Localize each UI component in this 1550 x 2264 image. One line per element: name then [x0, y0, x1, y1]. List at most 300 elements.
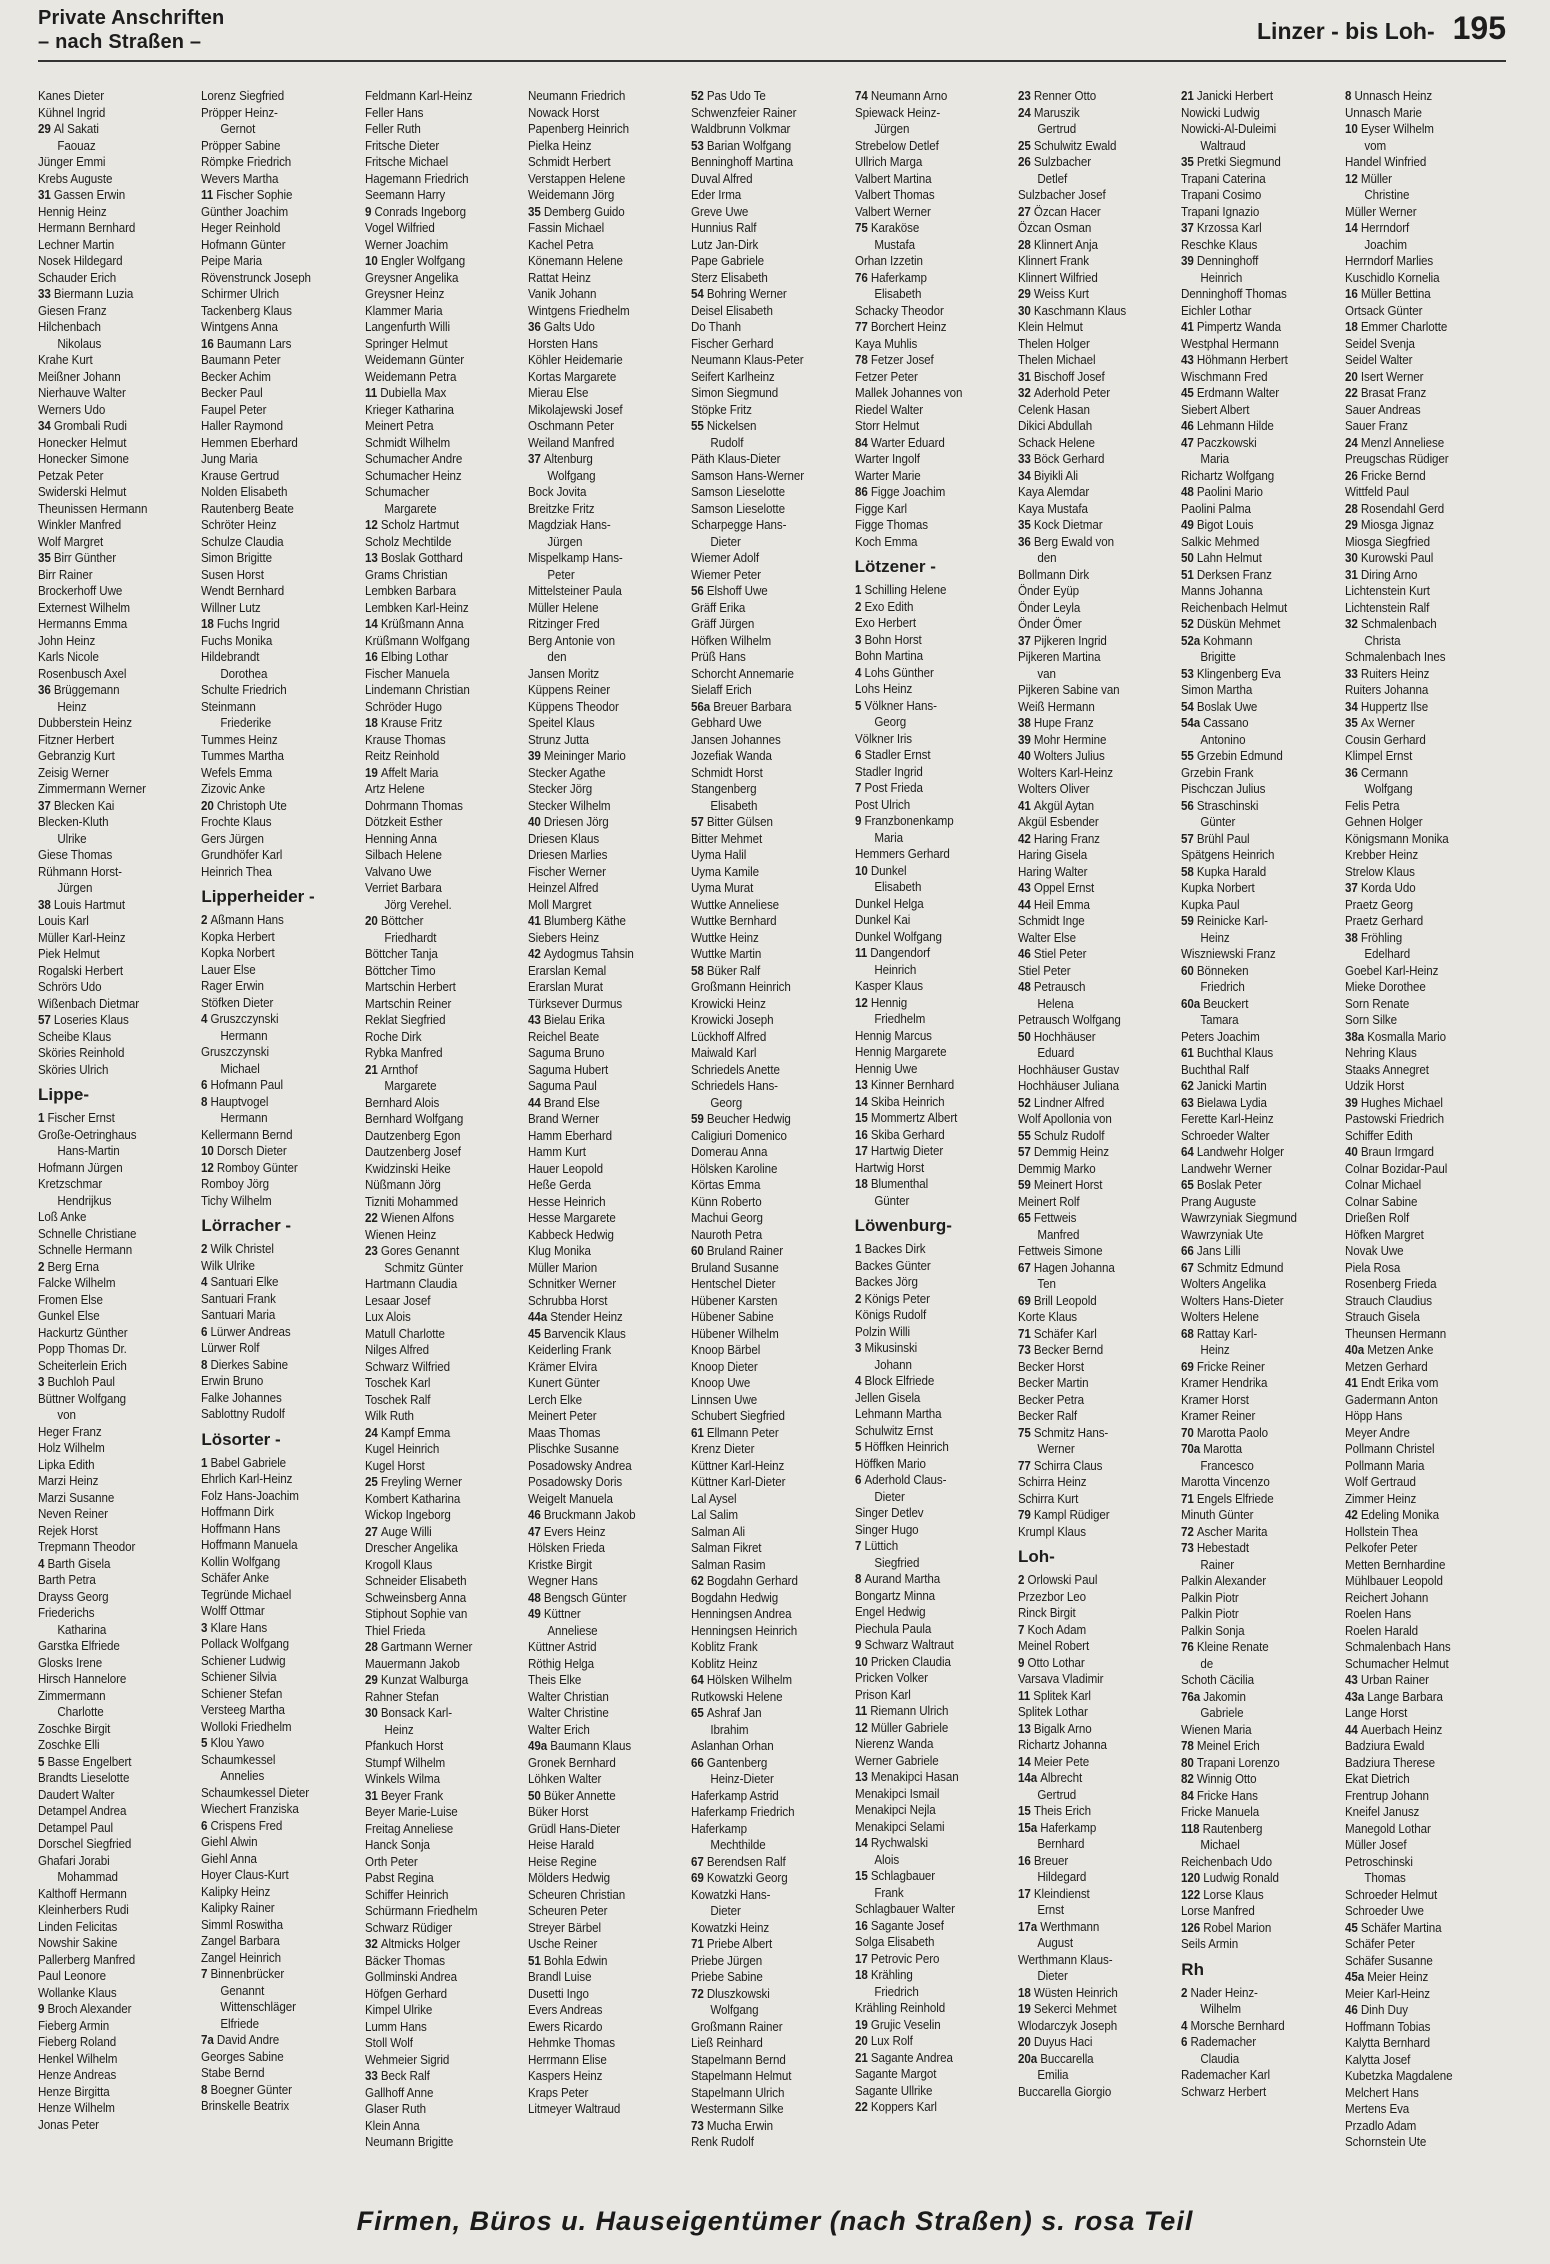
resident-name: Ax Werner	[1360, 715, 1415, 730]
resident-entry	[1345, 765, 1487, 782]
resident-entry: Nüßmann Jörg	[364, 1177, 441, 1192]
resident-entry	[1345, 1095, 1487, 1112]
page-number: 195	[1452, 10, 1506, 46]
resident-name: Birr Günther	[53, 550, 117, 565]
resident-entry: Ruiters Johanna	[1344, 682, 1428, 697]
resident-name: Derksen Franz	[1197, 566, 1273, 582]
resident-entry	[1181, 996, 1323, 1013]
resident-entry: Kraps Peter	[527, 2084, 589, 2100]
house-number: 46	[1181, 418, 1198, 433]
resident-name: Kosmalla Mario	[1366, 1028, 1446, 1044]
directory-column	[528, 88, 691, 2188]
resident-name: Bohring Werner	[707, 286, 788, 301]
resident-entry	[855, 1720, 997, 1737]
resident-entry	[1018, 237, 1160, 254]
resident-entry: Trapani Ignazio	[1181, 203, 1260, 219]
house-number: 20a	[1017, 2050, 1041, 2066]
resident-entry: Folz Hans-Joachim	[201, 1487, 300, 1503]
resident-name: Werthmann	[1040, 1918, 1100, 1934]
resident-entry: Garstka Elfriede	[38, 1638, 120, 1653]
resident-entry	[855, 1143, 997, 1160]
resident-entry	[528, 1326, 670, 1343]
resident-name: Rautenberg	[1202, 1820, 1263, 1836]
resident-name: Kunzat Walburga	[380, 1672, 468, 1687]
house-number: 29	[1344, 517, 1361, 532]
resident-entry: Mühlbauer Leopold	[1344, 1573, 1443, 1588]
resident-entry: Schoth Cäcilia	[1181, 1672, 1255, 1687]
resident-name: Korda Udo	[1360, 880, 1416, 895]
resident-entry: Schrubba Horst	[527, 1292, 608, 1308]
resident-entry	[1018, 1425, 1160, 1442]
resident-entry: Kachel Petra	[527, 236, 594, 252]
resident-entry: Schroeder Walter	[1181, 1127, 1270, 1143]
street-heading: Rh	[1181, 1959, 1204, 1979]
house-number: 10	[854, 1653, 871, 1669]
resident-entry-continuation: Anneliese	[547, 1622, 598, 1638]
resident-entry	[1345, 1342, 1487, 1359]
resident-entry: Gunkel Else	[38, 1308, 100, 1323]
resident-name: Marotta Paolo	[1197, 1424, 1269, 1440]
resident-entry-continuation: Bernhard	[1037, 1836, 1085, 1851]
resident-entry	[1018, 385, 1160, 402]
house-number: 42	[527, 946, 544, 961]
resident-entry	[855, 1967, 997, 1984]
resident-entry	[1345, 880, 1487, 897]
directory-column	[365, 88, 528, 2188]
resident-entry: Henze Andreas	[38, 2067, 117, 2082]
resident-name: Demberg Guido	[543, 203, 625, 219]
resident-entry: Krowicki Joseph	[691, 1012, 774, 1027]
resident-entry	[1018, 1622, 1160, 1639]
house-number: 34	[1017, 467, 1034, 483]
resident-entry: Salman Fikret	[691, 1540, 762, 1555]
resident-entry: Petrausch Wolfgang	[1017, 1012, 1121, 1027]
house-number: 34	[38, 418, 54, 433]
resident-entry: Stapelmann Ulrich	[691, 2084, 785, 2100]
resident-entry: Koch Emma	[854, 533, 918, 549]
resident-entry: Romboy Jörg	[201, 1176, 270, 1191]
resident-entry: Hübener Wilhelm	[691, 1325, 780, 1341]
house-number: 52	[691, 88, 708, 103]
resident-entry-continuation: Rainer	[1200, 1556, 1235, 1572]
resident-entry-continuation: Heinz-Dieter	[710, 1771, 775, 1786]
house-number: 51	[527, 1952, 544, 1968]
resident-entry: Henze Birgitta	[38, 2083, 110, 2099]
resident-entry: Pröpper Sabine	[201, 137, 281, 153]
resident-entry: Paolini Palma	[1181, 500, 1252, 516]
resident-entry	[365, 616, 507, 633]
resident-entry: Figge Karl	[854, 500, 907, 516]
resident-entry-continuation: Jörg Verehel.	[384, 896, 452, 912]
resident-name: Auge Willi	[380, 1523, 432, 1539]
resident-entry: Waldbrunn Volkmar	[691, 121, 791, 136]
resident-entry: Bogdahn Hedwig	[691, 1589, 779, 1605]
house-number: 79	[1017, 1507, 1034, 1522]
resident-entry: Schriedels Anette	[691, 1061, 781, 1077]
house-number: 36	[527, 319, 544, 334]
resident-entry	[1181, 699, 1323, 716]
resident-entry: Özcan Osman	[1017, 220, 1092, 235]
resident-entry	[365, 1062, 507, 1079]
house-number: 11	[854, 1703, 870, 1718]
resident-entry	[855, 2050, 997, 2067]
resident-entry	[855, 995, 997, 1012]
resident-entry	[855, 484, 997, 501]
resident-entry	[1345, 1969, 1487, 1986]
resident-entry: Schröter Heinz	[201, 517, 277, 532]
resident-name: Dubiella Max	[379, 385, 446, 400]
house-number: 13	[364, 550, 381, 565]
resident-name: Boslak Uwe	[1197, 698, 1258, 714]
resident-name: Oppel Ernst	[1033, 880, 1095, 895]
resident-entry: Wuttke Martin	[691, 946, 762, 961]
resident-entry: Metzen Gerhard	[1344, 1358, 1428, 1374]
resident-entry: Schwarz Rüdiger	[364, 1919, 452, 1935]
resident-entry: Priebe Sabine	[691, 1969, 764, 1984]
resident-entry: Zangel Barbara	[201, 1933, 281, 1948]
resident-entry	[855, 1637, 997, 1654]
resident-entry: Weiß Hermann	[1017, 698, 1095, 714]
house-number: 50	[1017, 1028, 1034, 1044]
resident-entry: Scheuren Peter	[527, 1903, 608, 1918]
resident-entry: Rutkowski Helene	[691, 1688, 783, 1704]
resident-entry: Theis Elke	[527, 1672, 582, 1687]
resident-entry: Meinel Robert	[1017, 1638, 1090, 1653]
house-number: 7	[854, 780, 865, 795]
resident-entry: Saguma Paul	[527, 1078, 597, 1093]
resident-entry: Pollack Wolfgang	[201, 1636, 290, 1651]
resident-entry: Kortas Margarete	[527, 368, 617, 384]
resident-name: Petrausch	[1033, 979, 1086, 994]
resident-entry: Wolters Helene	[1181, 1309, 1260, 1324]
resident-entry: Machui Georg	[691, 1210, 764, 1225]
resident-entry: Schlagbauer Walter	[854, 1901, 955, 1916]
house-number: 36	[1017, 533, 1034, 549]
house-number: 20	[364, 913, 381, 928]
resident-name: Brüggemann	[53, 682, 120, 697]
house-number: 43	[1017, 880, 1034, 895]
resident-entry: Önder Ömer	[1017, 616, 1082, 631]
resident-entry: Fischer Manuela	[364, 665, 450, 681]
resident-entry	[1018, 1128, 1160, 1145]
resident-name: Elbing Lothar	[380, 649, 448, 664]
resident-entry: Saguma Hubert	[527, 1061, 609, 1077]
resident-entry: Jansen Johannes	[691, 731, 781, 747]
resident-entry	[365, 1210, 507, 1227]
resident-name: Böttcher	[380, 913, 424, 928]
directory-column	[1345, 88, 1508, 2188]
resident-entry	[201, 1160, 343, 1177]
resident-entry: Lange Horst	[1344, 1705, 1407, 1720]
house-number: 31	[364, 1787, 381, 1803]
resident-entry	[855, 319, 997, 336]
resident-entry	[38, 187, 180, 204]
resident-entry	[1181, 2018, 1323, 2035]
house-number: 16	[854, 1917, 871, 1933]
resident-entry	[855, 2099, 997, 2116]
resident-name: Kinner Bernhard	[870, 1077, 954, 1092]
house-number: 5	[854, 1439, 865, 1454]
house-number: 2	[1017, 1572, 1028, 1587]
house-number: 78	[854, 352, 871, 367]
resident-entry: Hochhäuser Juliana	[1017, 1078, 1119, 1093]
resident-entry: Jansen Moritz	[527, 665, 600, 681]
resident-entry	[1345, 1029, 1487, 1046]
resident-name: Meininger Mario	[543, 748, 626, 763]
resident-name: Klou Yawo	[210, 1735, 265, 1750]
resident-name: Robel Marion	[1203, 1919, 1272, 1935]
resident-entry: Winkler Manfred	[38, 517, 122, 532]
resident-name: Fischer Ernst	[47, 1110, 115, 1125]
resident-entry-continuation: Friedhardt	[384, 929, 437, 945]
resident-entry-continuation: Georg	[710, 1094, 743, 1110]
house-number: 14a	[1017, 1770, 1041, 1785]
resident-entry	[1345, 1672, 1487, 1689]
resident-entry	[855, 1241, 997, 1258]
resident-name: Skiba Heinrich	[870, 1093, 945, 1109]
resident-entry	[201, 1241, 343, 1258]
resident-name: Cassano	[1203, 715, 1249, 730]
resident-entry: Pijkeren Martina	[1017, 649, 1101, 664]
resident-entry	[1018, 1095, 1160, 1112]
resident-entry: Henningsen Heinrich	[691, 1622, 798, 1638]
resident-entry	[38, 897, 180, 914]
resident-entry	[38, 1012, 180, 1029]
resident-name: Straschinski	[1197, 797, 1259, 813]
resident-entry: Zangel Heinrich	[201, 1949, 282, 1965]
resident-entry	[365, 1936, 507, 1953]
resident-entry: Colnar Michael	[1344, 1177, 1421, 1192]
resident-entry: Krahe Kurt	[38, 352, 93, 367]
resident-entry: Grzebin Frank	[1181, 764, 1254, 780]
resident-entry: Bernhard Wolfgang	[364, 1111, 463, 1126]
resident-entry: Brinskelle Beatrix	[201, 2098, 290, 2113]
resident-entry	[528, 946, 670, 963]
resident-entry: Meier Karl-Heinz	[1344, 1985, 1430, 2001]
directory-column	[691, 88, 854, 2188]
resident-entry	[855, 665, 997, 682]
resident-entry: Prison Karl	[854, 1686, 911, 1702]
resident-name: Erdmann Walter	[1197, 385, 1280, 400]
house-number: 60	[691, 1243, 708, 1258]
resident-entry: Lutz Jan-Dirk	[691, 236, 759, 252]
resident-name: Haferkamp	[1040, 1819, 1097, 1835]
resident-entry: Henze Wilhelm	[38, 2100, 115, 2115]
resident-name: Janicki Martin	[1197, 1078, 1267, 1093]
resident-entry	[365, 1788, 507, 1805]
resident-entry-continuation: Friedhelm	[874, 1011, 925, 1026]
resident-entry: Haferkamp Astrid	[691, 1787, 779, 1803]
resident-entry	[38, 2001, 180, 2018]
resident-entry: Dohrmann Thomas	[364, 797, 463, 813]
resident-entry: Palkin Sonja	[1181, 1622, 1245, 1638]
resident-name: Buccarella	[1040, 2050, 1094, 2066]
resident-entry: Schmalenbach Ines	[1344, 649, 1446, 664]
street-heading: Loh-	[1017, 1547, 1055, 1566]
resident-entry-continuation: Wittenschläger	[220, 1999, 297, 2014]
resident-entry	[1018, 715, 1160, 732]
resident-entry: Röthig Helga	[527, 1655, 595, 1671]
house-number: 33	[38, 286, 54, 301]
resident-entry: Zimmermann Werner	[38, 781, 146, 796]
resident-entry	[1345, 616, 1487, 633]
house-number: 39	[527, 748, 544, 763]
house-number: 30	[364, 1705, 381, 1720]
house-number: 45	[1181, 385, 1198, 400]
resident-entry	[1181, 1540, 1323, 1557]
resident-entry: Werner Gabriele	[854, 1752, 939, 1768]
resident-entry: Kaya Muhlis	[854, 335, 917, 351]
resident-entry: Hackurtz Günther	[38, 1324, 128, 1340]
page-header-right	[1257, 10, 1506, 47]
resident-entry: Hemmen Eberhard	[201, 434, 299, 450]
resident-entry-continuation: Wolfgang	[1363, 781, 1413, 796]
resident-name: Reinicke Karl-	[1197, 913, 1269, 928]
house-number: 76a	[1181, 1688, 1204, 1704]
house-number: 34	[1344, 698, 1361, 714]
house-number: 55	[1181, 748, 1198, 763]
resident-entry: Stapelmann Bernd	[691, 2051, 787, 2067]
resident-entry: Küttner Karl-Heinz	[691, 1457, 785, 1473]
resident-entry: Werner Joachim	[364, 236, 448, 252]
house-number: 24	[1344, 434, 1361, 450]
resident-name: Evers Heinz	[543, 1523, 606, 1539]
resident-name: Brühl Paul	[1197, 830, 1250, 846]
house-number: 26	[1017, 154, 1034, 169]
resident-entry-continuation: August	[1037, 1935, 1073, 1950]
resident-entry: Landwehr Werner	[1181, 1160, 1273, 1176]
resident-entry: Kretzschmar	[38, 1176, 103, 1191]
resident-entry: Gräff Erika	[691, 599, 746, 615]
resident-name: Bielawa Lydia	[1197, 1094, 1268, 1110]
resident-entry	[1345, 699, 1487, 716]
resident-name: Pimpertz Wanda	[1197, 319, 1282, 334]
house-number: 50	[527, 1787, 544, 1803]
resident-entry: Speitel Klaus	[527, 715, 595, 730]
resident-entry: Schumacher	[364, 484, 429, 499]
resident-entry: Kowatzki Heinz	[691, 1919, 770, 1935]
resident-entry: Przezbor Leo	[1017, 1588, 1086, 1604]
resident-entry	[855, 1918, 997, 1935]
street-heading: Löwenburg-	[854, 1216, 952, 1235]
house-number: 24	[364, 1424, 381, 1440]
resident-entry: Meinert Peter	[527, 1408, 597, 1423]
house-number: 21	[854, 2049, 871, 2065]
resident-entry-continuation: Wilhelm	[1200, 2001, 1242, 2016]
house-number: 8	[1344, 88, 1355, 103]
directory-column	[1018, 88, 1181, 2188]
resident-entry-continuation: Heinz	[384, 1721, 414, 1737]
house-number: 12	[201, 1159, 218, 1175]
resident-entry: Kollin Wolfgang	[201, 1553, 281, 1569]
resident-name: Conrads Ingeborg	[374, 203, 466, 219]
resident-entry	[1345, 1375, 1487, 1392]
resident-name: Neumann Arno	[870, 88, 947, 103]
house-number: 18	[854, 1176, 871, 1191]
resident-entry: Seidel Svenja	[1344, 335, 1415, 351]
resident-entry: Reschke Klaus	[1181, 236, 1258, 252]
resident-entry: Theunissen Hermann	[38, 500, 148, 516]
resident-entry: Siebert Albert	[1181, 401, 1250, 417]
resident-entry	[1181, 88, 1323, 105]
resident-name: Kock Dietmar	[1033, 517, 1103, 532]
resident-entry	[1181, 1045, 1323, 1062]
house-number: 78	[1181, 1738, 1198, 1753]
resident-entry: Hagemann Friedrich	[364, 170, 469, 186]
house-number: 70	[1181, 1424, 1198, 1440]
resident-entry: Pollmann Christel	[1344, 1441, 1435, 1456]
resident-entry: Giehl Alwin	[201, 1834, 258, 1849]
resident-entry: Bock Jovita	[527, 484, 587, 499]
house-number: 9	[38, 2001, 48, 2016]
resident-entry: Krowicki Heinz	[691, 995, 767, 1011]
resident-entry: Dunkel Helga	[854, 895, 924, 911]
resident-name: Schäfer Karl	[1033, 1325, 1097, 1341]
resident-entry: Sablottny Rudolf	[201, 1406, 286, 1421]
resident-entry	[38, 550, 180, 567]
resident-entry: Spiewack Heinz-	[854, 104, 940, 120]
resident-entry: Kaya Mustafa	[1017, 500, 1088, 516]
resident-entry	[1018, 369, 1160, 386]
house-number: 8	[201, 1356, 211, 1372]
resident-entry: Thelen Holger	[1017, 335, 1090, 351]
resident-name: Basse Engelbert	[47, 1753, 132, 1769]
house-number: 22	[364, 1210, 381, 1225]
resident-entry: Könemann Helene	[527, 253, 623, 268]
resident-name: Akgül Aytan	[1033, 797, 1094, 813]
resident-name: Beck Ralf	[380, 2068, 430, 2083]
resident-entry: Koblitz Frank	[691, 1639, 758, 1654]
resident-entry: Kalytta Josef	[1344, 2051, 1410, 2067]
resident-entry-continuation: Nikolaus	[57, 335, 102, 351]
resident-entry: Walter Christian	[527, 1688, 609, 1704]
resident-name: Bruland Rainer	[707, 1243, 784, 1258]
resident-name: Fricke Bernd	[1360, 467, 1426, 483]
house-number: 60	[1181, 962, 1198, 978]
resident-name: Müller Bettina	[1360, 286, 1431, 301]
resident-name: Grujic Veselin	[870, 2016, 941, 2032]
resident-entry: Sorn Renate	[1344, 995, 1409, 1011]
resident-entry	[1018, 1144, 1160, 1161]
resident-entry	[1018, 748, 1160, 765]
resident-entry: Caligiuri Domenico	[691, 1127, 788, 1143]
resident-entry	[38, 1259, 180, 1276]
resident-entry: Knoop Bärbel	[691, 1342, 761, 1357]
resident-entry	[855, 632, 997, 649]
house-number: 15	[1017, 1803, 1034, 1818]
resident-entry	[201, 1455, 343, 1472]
resident-entry-continuation: Peter	[547, 566, 575, 582]
resident-entry: Wegner Hans	[527, 1573, 598, 1588]
resident-entry: Kalytta Bernhard	[1344, 2035, 1430, 2050]
resident-entry	[1181, 352, 1323, 369]
house-number: 53	[691, 137, 708, 153]
resident-entry	[855, 1571, 997, 1588]
resident-entry	[691, 1854, 833, 1871]
resident-entry	[1345, 1920, 1487, 1937]
resident-entry: Hanck Sonja	[364, 1837, 430, 1852]
house-number: 62	[1181, 1078, 1198, 1093]
resident-entry: Scharpegge Hans-	[691, 517, 787, 532]
resident-entry	[1345, 468, 1487, 485]
resident-name: Biyikli Ali	[1033, 467, 1079, 483]
resident-name: Schäfer Martina	[1360, 1919, 1442, 1935]
resident-entry	[1345, 1507, 1487, 1524]
resident-entry: Marzi Susanne	[38, 1489, 115, 1505]
resident-name: Altenburg	[543, 451, 593, 466]
resident-entry: Demmig Marko	[1017, 1160, 1096, 1176]
resident-entry: Lindemann Christian	[364, 682, 470, 697]
